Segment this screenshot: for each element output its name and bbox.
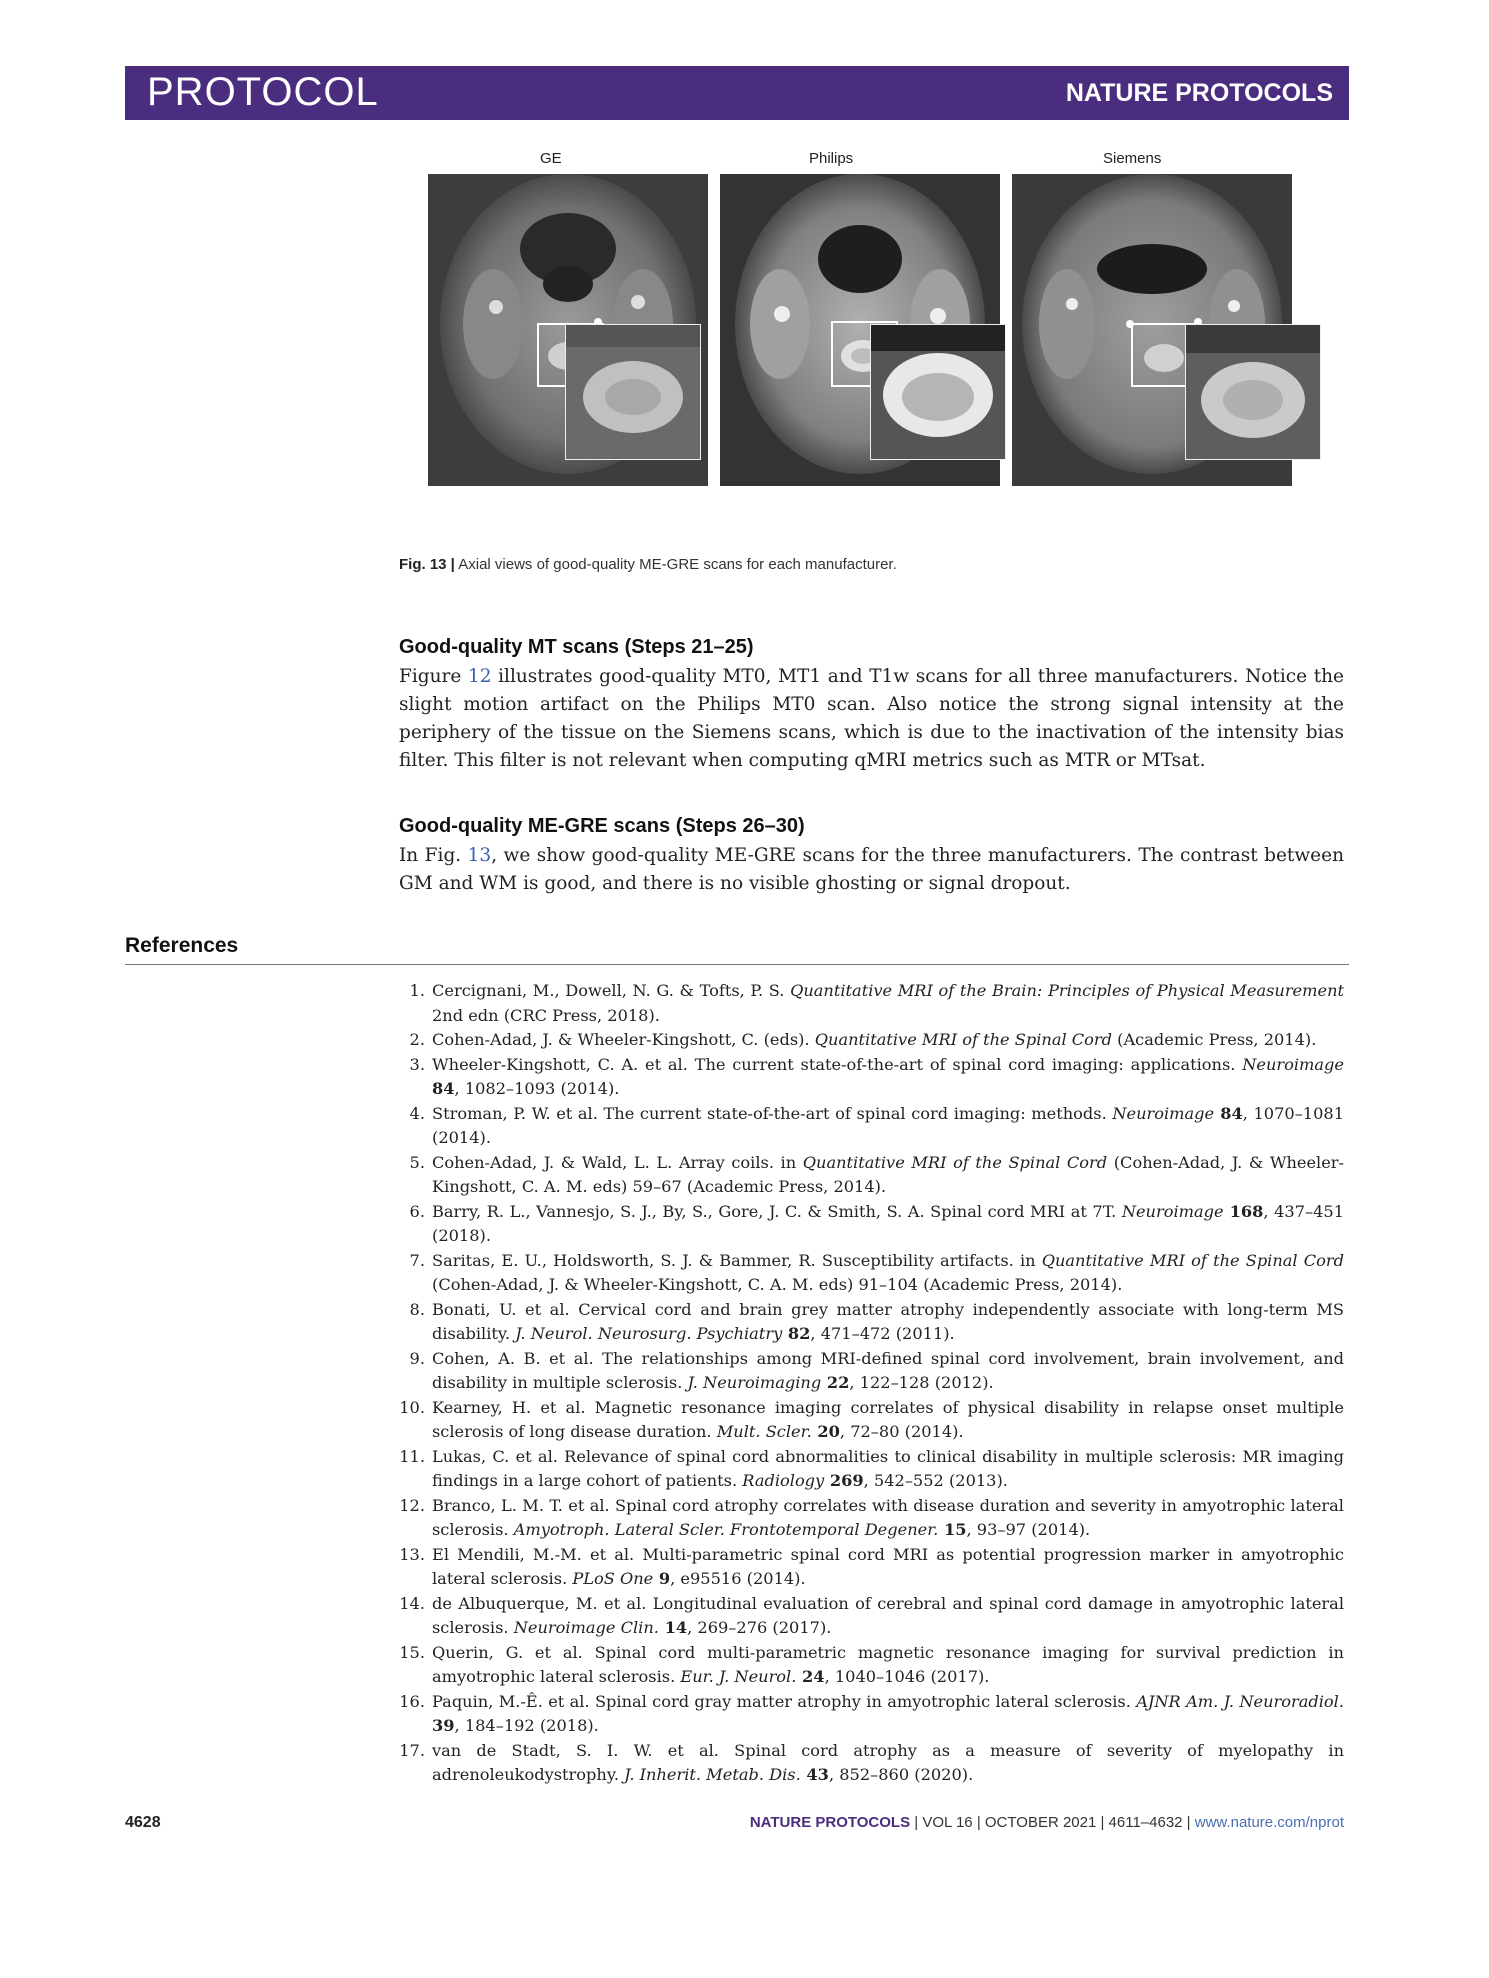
section-title-mt: Good-quality MT scans (Steps 21–25) [399,636,754,658]
reference-volume: 43 [800,1765,829,1784]
reference-item [399,1592,1344,1641]
references-title: References [125,934,239,957]
reference-source: Quantitative MRI of the Spinal Cord [802,1152,1108,1172]
reference-pages: , 852–860 (2020). [828,1765,974,1784]
reference-number: 6. [409,1201,425,1221]
reference-item [399,1200,1344,1249]
reference-authors: El Mendili, M.-M. et al. Multi-parametric spinal cord MRI as potential progression marker in amyotrophic lateral sclerosis. [432,1544,1344,1588]
journal-name: NATURE PROTOCOLS [1065,79,1333,107]
references-divider [125,964,1349,965]
reference-source: J. Neurol. Neurosurg. Psychiatry [515,1324,783,1343]
reference-pages: , 184–192 (2018). [454,1716,599,1735]
reference-authors: Querin, G. et al. Spinal cord multi-parametric magnetic resonance imaging for survival prediction in amyotrophic lateral sclerosis. [432,1642,1344,1686]
reference-number: 2. [409,1030,425,1049]
reference-volume: 39 [432,1716,455,1735]
reference-volume: 84 [432,1079,455,1098]
figure-link[interactable]: 13 [467,845,492,866]
reference-item [399,1151,1344,1200]
reference-pages: , 437–451 (2018). [432,1201,1344,1245]
zoom-inset-ge [565,324,701,460]
figure-13 [425,148,1325,543]
reference-authors: Cohen-Adad, J. & Wheeler-Kingshott, C. (eds). [432,1030,815,1049]
reference-number: 14. [399,1593,425,1613]
reference-list [399,979,1344,1788]
header-banner [125,66,1349,120]
reference-source: Quantitative MRI of the Spinal Cord [1041,1250,1344,1270]
reference-volume: 82 [782,1324,811,1343]
page-number: 4628 [125,1814,161,1831]
footer-url[interactable]: www.nature.com/nprot [1194,1814,1344,1831]
caption-text: Axial views of good-quality ME-GRE scans for each manufacturer. [458,556,897,573]
reference-number: 12. [399,1495,425,1515]
section-body-megre [399,842,1344,898]
reference-pages: , 471–472 (2011). [810,1324,955,1343]
reference-item [399,1396,1344,1445]
section-body-mt [399,663,1344,775]
reference-pages: (Cohen-Adad, J. & Wheeler-Kingshott, C. A. M. eds) 59–67 (Academic Press, 2014). [432,1152,1345,1196]
reference-source: PLoS One [572,1569,654,1588]
reference-source: Neuroimage [1242,1054,1344,1074]
reference-item [399,1641,1344,1690]
body-text: , we show good-quality ME-GRE scans for the three manufacturers. The contrast between GM and WM is good, and there is no visible ghosting or signal dropout. [399,845,1344,894]
reference-authors: Stroman, P. W. et al. The current state-of-the-art of spinal cord imaging: methods. [432,1103,1113,1123]
reference-authors: Paquin, M.-Ê. et al. Spinal cord gray matter atrophy in amyotrophic lateral sclerosis. [432,1691,1137,1711]
reference-volume: 24 [796,1667,825,1686]
section-label: PROTOCOL [147,70,379,114]
reference-item [399,1298,1344,1347]
reference-source: J. Inherit. Metab. Dis. [624,1765,801,1784]
reference-source: Quantitative MRI of the Spinal Cord [814,1030,1113,1049]
reference-number: 9. [409,1348,425,1368]
reference-pages: , 269–276 (2017). [687,1618,832,1637]
reference-number: 13. [399,1544,425,1564]
reference-volume: 9 [653,1569,671,1588]
reference-number: 5. [409,1152,425,1172]
reference-volume: 22 [821,1373,850,1392]
reference-source: Quantitative MRI of the Brain: Principles of Physical Measurement [790,981,1345,1000]
reference-item [399,1690,1344,1739]
zoom-inset-siemens [1185,324,1321,460]
footer-details: | VOL 16 | OCTOBER 2021 | 4611–4632 | [910,1814,1195,1831]
reference-volume: 84 [1214,1103,1243,1123]
panel-label-philips: Philips [809,150,854,167]
figure-link[interactable]: 12 [467,666,492,687]
body-text: In Fig. [399,845,468,866]
reference-number: 10. [399,1397,425,1417]
reference-authors: Barry, R. L., Vannesjo, S. J., By, S., Gore, J. C. & Smith, S. A. Spinal cord MRI at 7T. [432,1201,1122,1221]
reference-number: 11. [399,1446,425,1466]
reference-pages: , 72–80 (2014). [839,1422,964,1441]
reference-number: 16. [399,1691,425,1711]
reference-authors: Cohen-Adad, J. & Wald, L. L. Array coils. in [432,1152,803,1172]
reference-pages: , 1040–1046 (2017). [824,1667,990,1686]
reference-item [399,1102,1344,1151]
reference-number: 3. [409,1054,425,1074]
reference-pages: , 542–552 (2013). [863,1471,1008,1490]
reference-pages: , 122–128 (2012). [849,1373,994,1392]
reference-source: Neuroimage [1112,1103,1215,1123]
reference-authors: de Albuquerque, M. et al. Longitudinal evaluation of cerebral and spinal cord damage in amyotrophic lateral sclerosis. [432,1593,1344,1637]
reference-authors: Cohen, A. B. et al. The relationships among MRI-defined spinal cord involvement, brain involvement, and disability in multiple sclerosis. [432,1348,1344,1392]
reference-volume: 14 [658,1618,688,1637]
reference-pages: , 1070–1081 (2014). [432,1103,1344,1147]
panel-label-siemens: Siemens [1103,150,1162,167]
reference-volume: 15 [938,1520,967,1539]
reference-item [399,1249,1344,1298]
reference-source: J. Neuroimaging [687,1373,822,1392]
reference-authors: Kearney, H. et al. Magnetic resonance imaging correlates of physical disability in relapse onset multiple sclerosis of long disease duration. [432,1397,1344,1441]
zoom-inset-philips [870,324,1006,460]
reference-item [399,979,1344,1028]
reference-authors: Lukas, C. et al. Relevance of spinal cord abnormalities to clinical disability in multiple sclerosis: MR imaging findings in a large cohort of patients. [432,1446,1344,1490]
footer-citation [750,1814,1344,1831]
reference-authors: van de Stadt, S. I. W. et al. Spinal cord atrophy as a measure of severity of myelopathy in adrenoleukodystrophy. [432,1740,1344,1784]
reference-source: Neuroimage Clin. [513,1618,659,1637]
reference-volume: 168 [1223,1201,1264,1221]
reference-source: Radiology [742,1471,825,1490]
reference-item [399,1543,1344,1592]
reference-item [399,1739,1344,1788]
reference-number: 4. [409,1103,425,1123]
reference-pages: , 93–97 (2014). [966,1520,1091,1539]
reference-number: 1. [409,981,425,1000]
footer-journal: NATURE PROTOCOLS [749,1814,911,1831]
reference-item [399,1445,1344,1494]
reference-item [399,1494,1344,1543]
reference-source: AJNR Am. J. Neuroradiol. [1136,1691,1344,1711]
reference-source: Neuroimage [1121,1201,1224,1221]
reference-pages: (Cohen-Adad, J. & Wheeler-Kingshott, C. A. M. eds) 91–104 (Academic Press, 2014). [432,1275,1123,1294]
reference-source: Eur. J. Neurol. [680,1667,797,1686]
reference-pages: , 1082–1093 (2014). [454,1079,620,1098]
reference-authors: Bonati, U. et al. Cervical cord and brain grey matter atrophy independently associate with long-term MS disability. [432,1299,1344,1343]
reference-authors: Branco, L. M. T. et al. Spinal cord atrophy correlates with disease duration and severity in amyotrophic lateral sclerosis. [432,1495,1344,1539]
caption-label: Fig. 13 | [399,556,455,573]
reference-authors: Saritas, E. U., Holdsworth, S. J. & Bammer, R. Susceptibility artifacts. in [432,1250,1042,1270]
figure-caption [399,556,1329,573]
reference-pages: 2nd edn (CRC Press, 2018). [432,1005,660,1025]
reference-volume: 269 [824,1471,864,1490]
reference-pages: , e95516 (2014). [670,1569,806,1588]
reference-source: Amyotroph. Lateral Scler. Frontotemporal Degener. [513,1520,939,1539]
panel-label-ge: GE [540,150,562,167]
section-title-megre: Good-quality ME-GRE scans (Steps 26–30) [399,815,805,837]
reference-item [399,1028,1344,1053]
body-text: illustrates good-quality MT0, MT1 and T1w scans for all three manufacturers. Notice the slight motion artifact on the Philips MT0 scan. Also notice the strong signal intensity at the periphery of the tissue on the Siemens scans, which is due to the inactivation of the intensity bias filter. This filter is not relevant when computing qMRI metrics such as MTR or MTsat. [399,666,1344,771]
reference-item [399,1347,1344,1396]
reference-pages: (Academic Press, 2014). [1112,1030,1317,1049]
reference-authors: Wheeler-Kingshott, C. A. et al. The current state-of-the-art of spinal cord imaging: applications. [432,1054,1243,1074]
reference-number: 7. [409,1250,425,1270]
reference-item [399,1053,1344,1102]
reference-volume: 20 [811,1422,840,1441]
reference-source: Mult. Scler. [716,1422,812,1441]
reference-number: 15. [399,1642,425,1662]
reference-number: 8. [409,1299,425,1319]
body-text: Figure [399,666,468,687]
reference-number: 17. [399,1740,425,1760]
reference-authors: Cercignani, M., Dowell, N. G. & Tofts, P. S. [432,981,791,1000]
